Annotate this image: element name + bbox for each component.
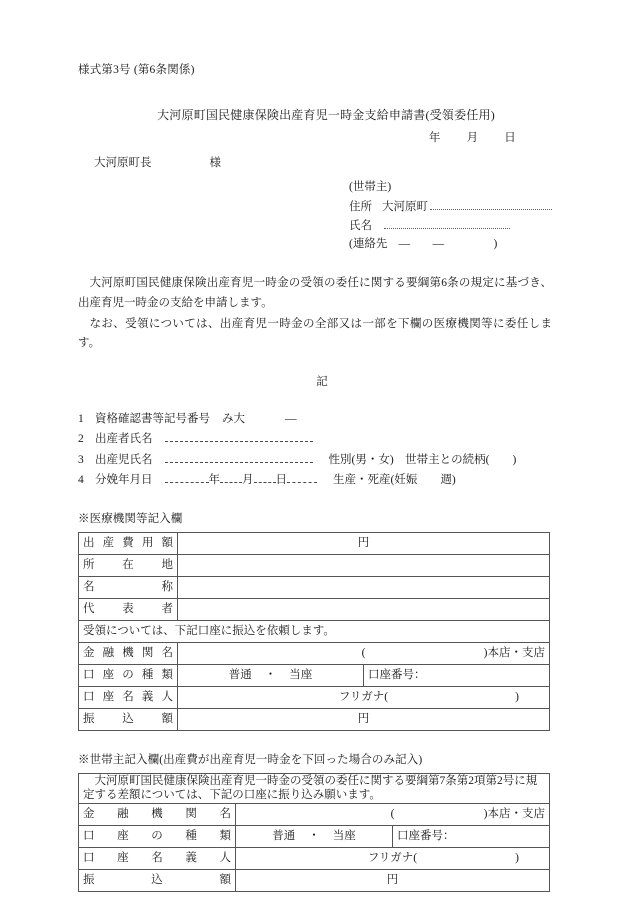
item-2-number: 2 [78, 433, 84, 446]
body-paragraph-2: なお、受領については、出産育児一時金の全部又は一部を下欄の医療機関等に委任します。 [78, 317, 552, 350]
householder-caption-row [349, 179, 552, 198]
table-row-account-holder-2 [79, 848, 550, 870]
item-3-label: 出産児氏名 [95, 453, 153, 466]
item-1-number: 1 [78, 412, 84, 425]
table-row-transfer-amount-2 [79, 870, 550, 892]
item-2-input-line[interactable] [165, 431, 313, 442]
institution-name-label: 名称 [79, 576, 178, 598]
contact-dash-1: ― [398, 238, 411, 251]
transfer-request-note: 受領については、下記口座に振込を依頼します。 [79, 620, 550, 642]
bank-name-label-2: 金融機関名 [79, 804, 236, 826]
representative-value[interactable] [178, 598, 550, 620]
transfer-amount-value-2[interactable]: 円 [236, 870, 550, 892]
item-4-month-label: 月 [242, 474, 254, 487]
address-value[interactable]: 大河原町 [382, 201, 428, 214]
representative-label: 代表者 [79, 598, 178, 620]
table-row-transfer-amount [79, 708, 550, 730]
transfer-amount-label-2: 振込額 [79, 870, 236, 892]
account-holder-label: 口座名義人 [79, 686, 178, 708]
account-type-options[interactable] [178, 664, 364, 686]
date-month-label: 月 [466, 132, 479, 145]
table-row-notice [79, 773, 550, 804]
account-holder-value-2[interactable] [236, 848, 550, 870]
location-label: 所在地 [79, 554, 178, 576]
body-paragraphs [78, 274, 552, 354]
account-type-current[interactable]: 当座 [289, 668, 313, 681]
table-row-note [79, 620, 550, 642]
item-1-dash: ― [285, 412, 297, 425]
bank-name-inner [182, 646, 545, 661]
contact-dash-2: ― [432, 238, 445, 251]
difference-notice-line-1: 大河原町国民健康保険出産育児一時金の受領の委任に関する要綱第7条第2項第2号に規 [94, 774, 538, 787]
item-4-year-label: 年 [208, 474, 220, 487]
transfer-amount-value[interactable]: 円 [178, 708, 550, 730]
item-3 [78, 452, 552, 473]
item-1-label: 資格確認書等記号番号 [95, 412, 210, 425]
table-row-account-type [79, 664, 550, 686]
name-label: 氏名 [349, 220, 372, 233]
bank-paren-open-2: ( [390, 808, 395, 821]
account-holder-value[interactable] [178, 686, 550, 708]
table-row-account-holder [79, 686, 550, 708]
furigana-close-paren-2: ) [515, 852, 519, 865]
item-3-input-line[interactable] [165, 452, 313, 463]
account-type-options-2[interactable] [236, 826, 393, 848]
contact-label: (連絡先 [349, 238, 388, 251]
bank-branch-label-2: )本店・支店 [483, 808, 545, 821]
institution-name-value[interactable] [178, 576, 550, 598]
account-type-ordinary[interactable]: 普通 [228, 668, 252, 681]
item-4-tail-line[interactable] [287, 472, 317, 483]
item-1-value[interactable]: み大 [222, 412, 245, 425]
householder-address-row [349, 198, 552, 217]
location-value[interactable] [178, 554, 550, 576]
form-number: 様式第3号 (第6条関係) [78, 64, 195, 76]
furigana-close-paren: ) [515, 690, 519, 703]
householder-section-caption: ※世帯主記入欄(出産費が出産育児一時金を下回った場合のみ記入) [78, 753, 423, 766]
bank-name-inner-2 [240, 807, 545, 822]
name-dotted-line[interactable] [384, 217, 510, 229]
furigana-label-2: フリガナ( [367, 852, 418, 865]
account-type-ordinary-2[interactable]: 普通 [272, 830, 296, 843]
cost-value[interactable]: 円 [178, 532, 550, 554]
contact-close-paren: ) [493, 238, 498, 251]
addressee-line [78, 155, 552, 173]
item-4-number: 4 [78, 474, 84, 487]
addressee-honorific: 様 [209, 157, 221, 170]
item-4-month-line[interactable] [220, 472, 242, 483]
item-3-number: 3 [78, 453, 84, 466]
transfer-amount-label: 振込額 [79, 708, 178, 730]
householder-bank-table [78, 773, 550, 893]
item-3-trailing-text: 性別(男・女) 世帯主との続柄( ) [328, 453, 517, 466]
account-type-current-2[interactable]: 当座 [332, 830, 356, 843]
furigana-label: フリガナ( [338, 690, 389, 703]
item-4-day-line[interactable] [254, 472, 276, 483]
bank-name-label: 金融機関名 [79, 642, 178, 664]
address-label: 住所 [349, 201, 372, 214]
account-type-label-2: 口座の種類 [79, 826, 236, 848]
table-row-location [79, 554, 550, 576]
account-number-field-2[interactable]: 口座番号： [393, 826, 550, 848]
table-row-bank-2 [79, 804, 550, 826]
item-4 [78, 472, 552, 493]
account-type-separator-2: ・ [308, 830, 320, 843]
body-paragraph-1: 大河原町国民健康保険出産育児一時金の受領の委任に関する要綱第6条の規定に基づき、出産育児一時金の支給を申請します。 [78, 277, 552, 309]
date-day-label: 日 [504, 132, 516, 145]
document-title: 大河原町国民健康保険出産育児一時金支給申請書(受領委任用) [157, 107, 495, 122]
bank-paren-open: ( [361, 646, 366, 659]
account-number-field[interactable]: 口座番号： [364, 664, 550, 686]
item-4-year-line[interactable] [165, 472, 209, 483]
account-holder-label-2: 口座名義人 [79, 848, 236, 870]
table-row-bank [79, 642, 550, 664]
table-row-name [79, 576, 550, 598]
item-1 [78, 411, 552, 432]
account-type-separator: ・ [264, 668, 277, 681]
item-4-day-label: 日 [275, 474, 287, 487]
householder-name-row [349, 217, 552, 236]
householder-block [78, 179, 552, 255]
bank-branch-label: )本店・支店 [483, 646, 545, 659]
difference-notice [79, 773, 550, 804]
difference-notice-line-2: 定する差額については、下記の口座に振り込み願います。 [83, 789, 381, 802]
ki-marker: 記 [316, 376, 328, 389]
medical-institution-table [78, 532, 550, 731]
bank-name-value[interactable] [178, 642, 550, 664]
date-line [78, 130, 552, 148]
householder-contact-row [349, 236, 552, 255]
table-row-representative [79, 598, 550, 620]
item-4-trailing-text: 生産・死産(妊娠 週) [333, 474, 456, 487]
item-4-label: 分娩年月日 [95, 474, 153, 487]
bank-name-value-2[interactable] [236, 804, 550, 826]
addressee-name: 大河原町長 [94, 157, 152, 170]
medical-section-caption: ※医療機関等記入欄 [78, 512, 183, 525]
numbered-items [78, 411, 552, 493]
account-holder-inner-2 [240, 851, 545, 866]
account-type-label: 口座の種類 [79, 664, 178, 686]
item-2-label: 出産者氏名 [95, 433, 153, 446]
cost-label: 出産費用額 [79, 532, 178, 554]
item-2 [78, 431, 552, 452]
table-row-cost [79, 532, 550, 554]
householder-caption: (世帯主) [349, 181, 392, 194]
date-year-label: 年 [428, 132, 441, 145]
address-dotted-line[interactable] [430, 198, 552, 210]
account-holder-inner [182, 690, 545, 705]
table-row-account-type-2 [79, 826, 550, 848]
